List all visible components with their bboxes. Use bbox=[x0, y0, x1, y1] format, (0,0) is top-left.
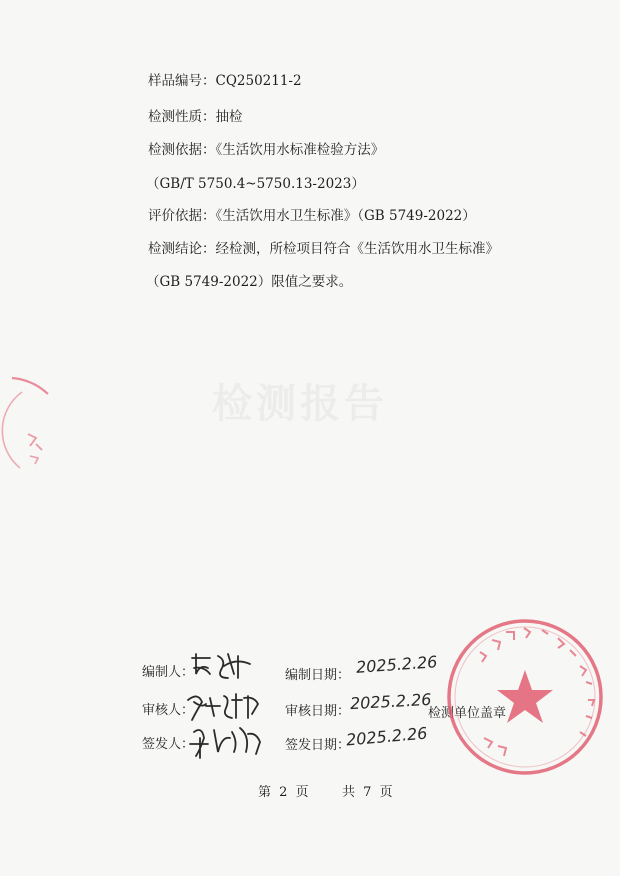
evaluation-row bbox=[148, 207, 476, 225]
total-unit: 页 bbox=[379, 785, 393, 800]
basis-value: 《生活饮用水标准检验方法》 bbox=[215, 142, 385, 158]
issuer-label: 签发人： bbox=[142, 737, 195, 752]
nature-value: 抽检 bbox=[215, 109, 243, 125]
basis-label: 检测依据： bbox=[148, 142, 216, 158]
editor-date: 2025.2.26 bbox=[355, 652, 439, 677]
sample-number-label: 样品编号： bbox=[148, 73, 216, 89]
total-value: 7 bbox=[363, 785, 372, 800]
total-pages bbox=[342, 781, 393, 800]
total-prefix: 共 bbox=[342, 785, 356, 800]
editor-date-label: 编制日期： bbox=[285, 668, 351, 683]
unit-seal-label: 检测单位盖章 bbox=[428, 706, 507, 721]
editor-signature-icon bbox=[188, 650, 258, 682]
issuer-signature-icon bbox=[188, 722, 268, 760]
left-edge-seal-icon bbox=[0, 372, 60, 482]
nature-label: 检测性质： bbox=[148, 109, 216, 125]
basis-code: （GB/T 5750.4~5750.13-2023） bbox=[146, 176, 365, 192]
issue-date: 2025.2.26 bbox=[345, 723, 429, 750]
watermark: 检测报告 bbox=[212, 380, 388, 427]
nature-row bbox=[148, 108, 243, 126]
sample-number-value: CQ250211-2 bbox=[215, 73, 302, 89]
basis-row bbox=[148, 141, 384, 159]
reviewer-label: 审核人： bbox=[142, 703, 195, 718]
review-date-label: 审核日期： bbox=[285, 704, 351, 719]
evaluation-value: 《生活饮用水卫生标准》（GB 5749-2022） bbox=[215, 208, 476, 224]
page-number bbox=[258, 781, 309, 800]
conclusion-row bbox=[148, 240, 499, 258]
conclusion-continued: （GB 5749-2022）限值之要求。 bbox=[146, 274, 353, 290]
evaluation-label: 评价依据： bbox=[148, 208, 216, 224]
official-seal-icon bbox=[440, 612, 610, 782]
page-unit: 页 bbox=[295, 785, 309, 800]
sample-number-row bbox=[148, 72, 302, 90]
editor-label: 编制人： bbox=[142, 665, 195, 680]
conclusion-value: 经检测，所检项目符合《生活饮用水卫生标准》 bbox=[215, 241, 499, 257]
conclusion-label: 检测结论： bbox=[148, 241, 216, 257]
review-date: 2025.2.26 bbox=[349, 689, 432, 714]
page-value: 2 bbox=[279, 785, 288, 800]
reviewer-signature-icon bbox=[184, 688, 264, 722]
issue-date-label: 签发日期： bbox=[285, 738, 351, 753]
page-prefix: 第 bbox=[258, 785, 272, 800]
